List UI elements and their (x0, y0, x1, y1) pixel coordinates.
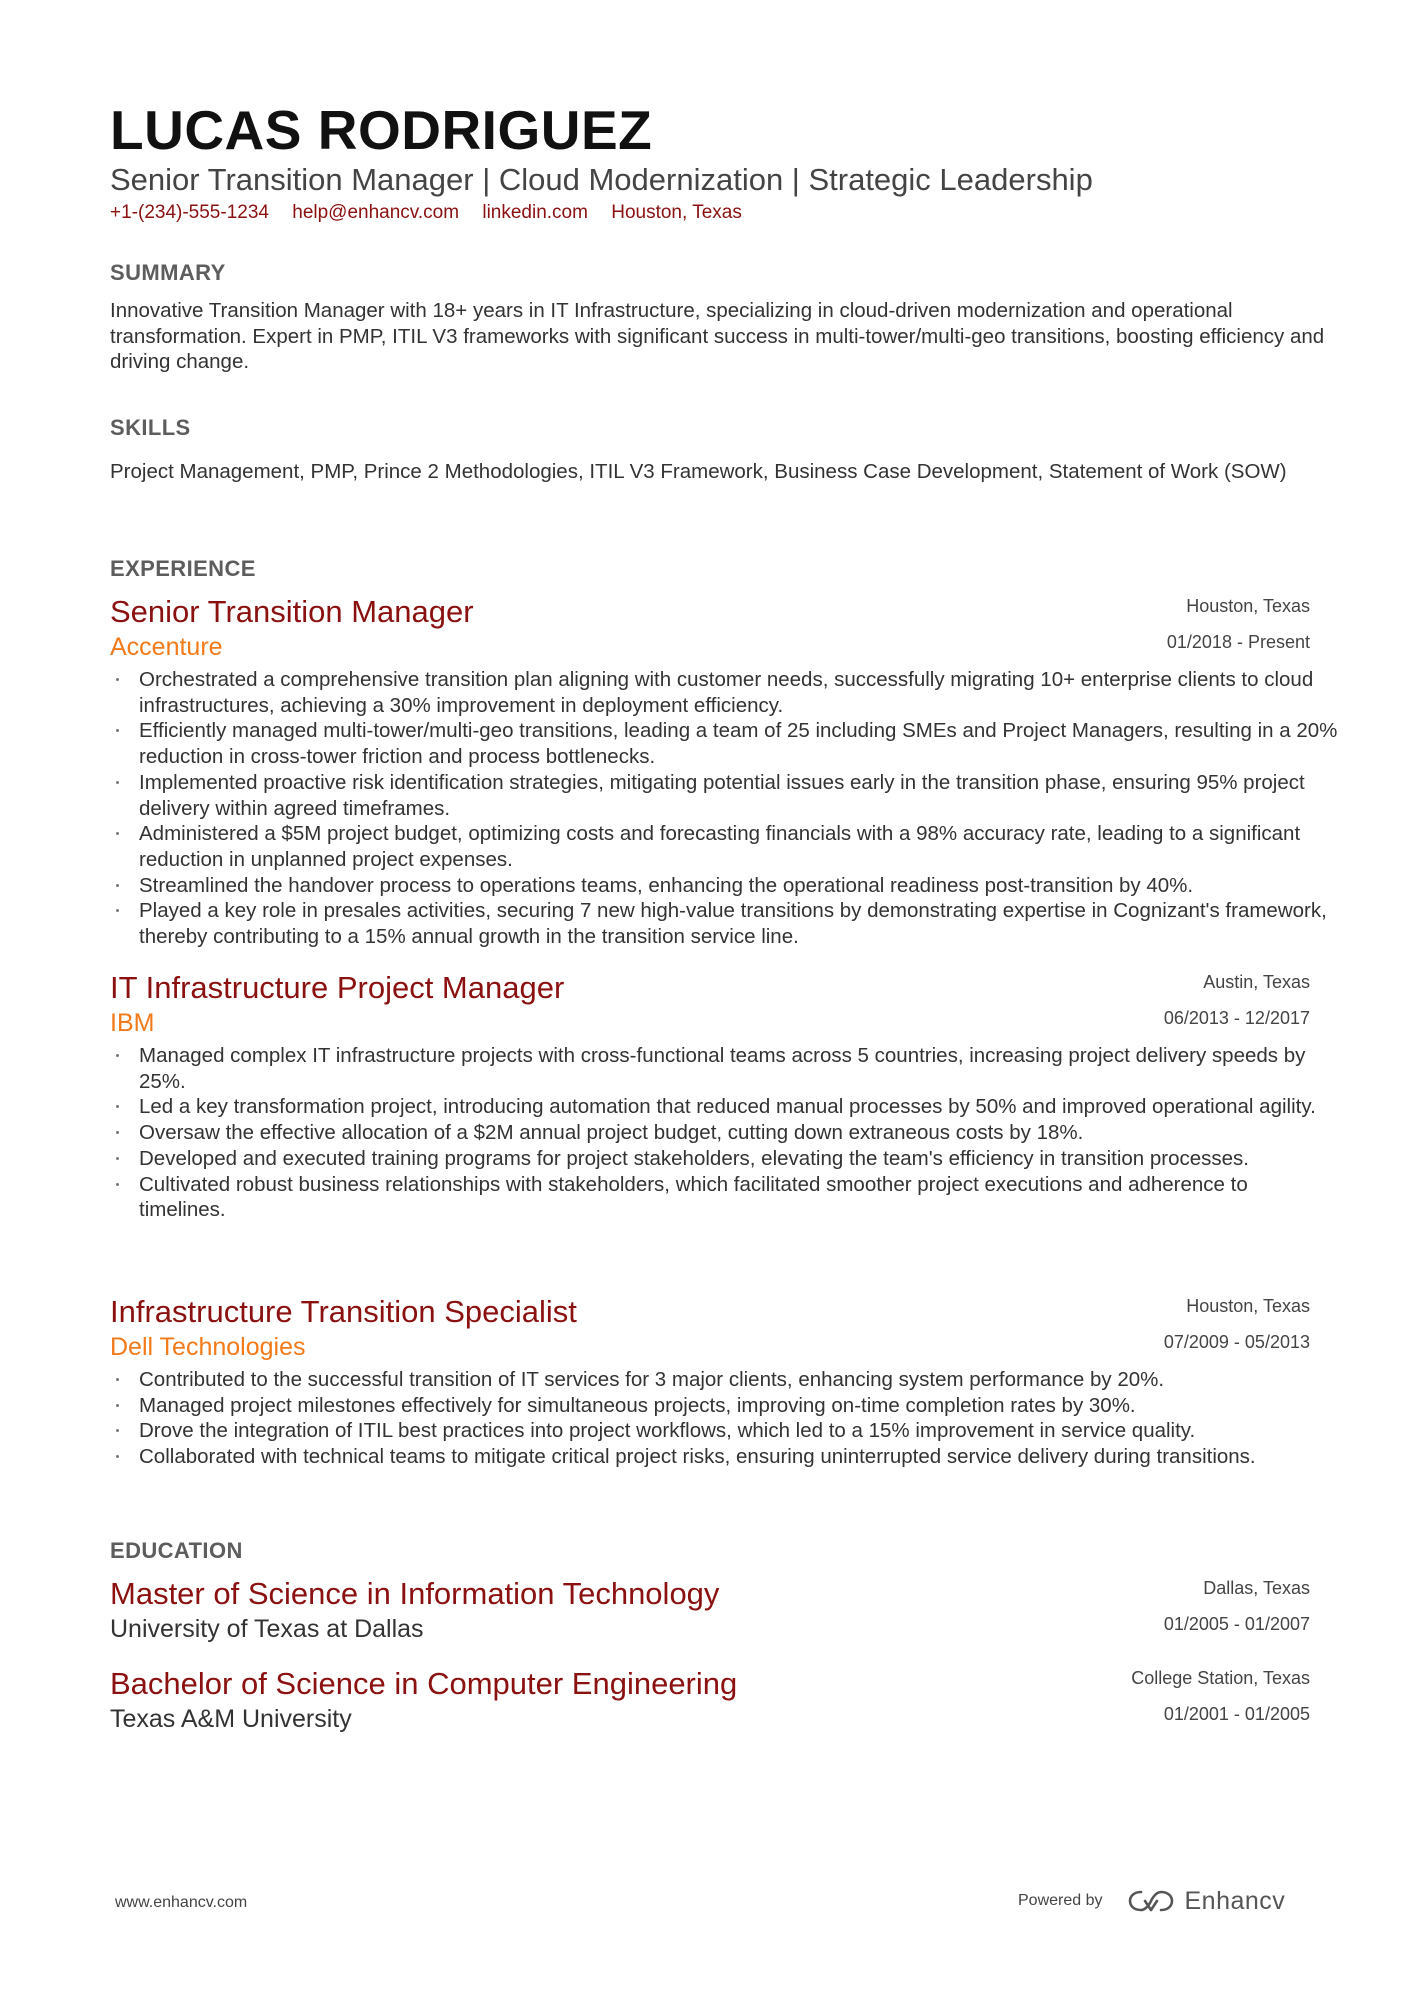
location-text: Houston, Texas (611, 202, 742, 223)
company-name: Dell Technologies (110, 1333, 306, 1361)
headline: Senior Transition Manager | Cloud Modernization | Strategic Leadership (110, 162, 1093, 197)
contact-line (110, 200, 760, 226)
job-dates: 01/2018 - Present (1166, 632, 1310, 652)
bullet-item: Administered a $5M project budget, optimizing costs and forecasting financials with a 98% accuracy rate, leading to a significant reduction in unplanned project expenses. (110, 821, 1340, 872)
bullet-item: Played a key role in presales activities, securing 7 new high-value transitions by demonstrating expertise in Cognizant's framework, thereby contributing to a 15% annual growth in the transition service line. (110, 898, 1340, 949)
candidate-name: LUCAS RODRIGUEZ (110, 99, 653, 161)
bullet-item: Managed project milestones effectively for simultaneous projects, improving on-time completion rates by 30%. (110, 1393, 1340, 1419)
powered-by-label: Powered by (1018, 1892, 1103, 1909)
bullet-item: Contributed to the successful transition of IT services for 3 major clients, enhancing system performance by 20%. (110, 1367, 1340, 1393)
bullet-item: Orchestrated a comprehensive transition plan aligning with customer needs, successfully migrating 10+ enterprise clients to cloud infrastructures, achieving a 30% improvement in deployment efficiency. (110, 667, 1340, 718)
education-location: Dallas, Texas (1203, 1578, 1310, 1598)
job-location: Austin, Texas (1203, 972, 1310, 992)
school-name: University of Texas at Dallas (110, 1615, 424, 1643)
job-location: Houston, Texas (1186, 1296, 1310, 1316)
skills-heading: SKILLS (110, 415, 191, 440)
bullet-item: Cultivated robust business relationships with stakeholders, which facilitated smoother project executions and adherence to timelines. (110, 1172, 1340, 1223)
education-location: College Station, Texas (1131, 1668, 1310, 1688)
linkedin-link[interactable]: linkedin.com (482, 202, 588, 223)
bullet-item: Led a key transformation project, introducing automation that reduced manual processes by 50% and improved operational agility. (110, 1094, 1340, 1120)
email-link[interactable]: help@enhancv.com (292, 202, 460, 223)
powered-by-badge[interactable] (1018, 1884, 1285, 1918)
job-bullets (110, 667, 1340, 950)
phone-link[interactable]: +1-(234)-555-1234 (110, 202, 269, 223)
job-title: Infrastructure Transition Specialist (110, 1294, 577, 1329)
skills-text: Project Management, PMP, Prince 2 Methodologies, ITIL V3 Framework, Business Case Development, Statement of Work (SOW) (110, 460, 1287, 483)
bullet-item: Streamlined the handover process to operations teams, enhancing the operational readiness post-transition by 40%. (110, 873, 1340, 899)
enhancv-logo-icon (1127, 1888, 1175, 1914)
bullet-item: Efficiently managed multi-tower/multi-geo transitions, leading a team of 25 including SMEs and Project Managers, resulting in a 20% reduction in cross-tower friction and process bottlenecks. (110, 718, 1340, 769)
job-title: IT Infrastructure Project Manager (110, 970, 565, 1005)
experience-heading: EXPERIENCE (110, 556, 256, 581)
degree-title: Bachelor of Science in Computer Engineering (110, 1666, 738, 1701)
job-bullets (110, 1367, 1340, 1470)
bullet-item: Developed and executed training programs for project stakeholders, elevating the team's efficiency in transition processes. (110, 1146, 1340, 1172)
bullet-item: Implemented proactive risk identification strategies, mitigating potential issues early in the transition phase, ensuring 95% project delivery within agreed timeframes. (110, 770, 1340, 821)
bullet-item: Managed complex IT infrastructure projects with cross-functional teams across 5 countries, increasing project delivery speeds by 25%. (110, 1043, 1340, 1094)
summary-text: Innovative Transition Manager with 18+ years in IT Infrastructure, specializing in cloud-driven modernization and operational transformation. Expert in PMP, ITIL V3 frameworks with significant success in multi-tower/multi-geo transitions, boosting efficiency and driving change. (110, 299, 1325, 374)
company-name: IBM (110, 1009, 155, 1037)
job-title: Senior Transition Manager (110, 594, 474, 629)
enhancv-brand-name: Enhancv (1184, 1886, 1286, 1915)
bullet-item: Drove the integration of ITIL best practices into project workflows, which led to a 15% improvement in service quality. (110, 1418, 1340, 1444)
job-dates: 06/2013 - 12/2017 (1163, 1008, 1310, 1028)
job-bullets (110, 1043, 1340, 1223)
education-dates: 01/2005 - 01/2007 (1163, 1614, 1310, 1634)
summary-heading: SUMMARY (110, 260, 226, 285)
job-dates: 07/2009 - 05/2013 (1163, 1332, 1310, 1352)
education-dates: 01/2001 - 01/2005 (1163, 1704, 1310, 1724)
company-name: Accenture (110, 633, 223, 661)
education-heading: EDUCATION (110, 1538, 243, 1563)
job-location: Houston, Texas (1186, 596, 1310, 616)
bullet-item: Collaborated with technical teams to mitigate critical project risks, ensuring uninterrupted service delivery during transitions. (110, 1444, 1340, 1470)
bullet-item: Oversaw the effective allocation of a $2M annual project budget, cutting down extraneous costs by 18%. (110, 1120, 1340, 1146)
website-link[interactable]: www.enhancv.com (115, 1894, 248, 1911)
degree-title: Master of Science in Information Technology (110, 1576, 720, 1611)
school-name: Texas A&M University (110, 1705, 352, 1733)
